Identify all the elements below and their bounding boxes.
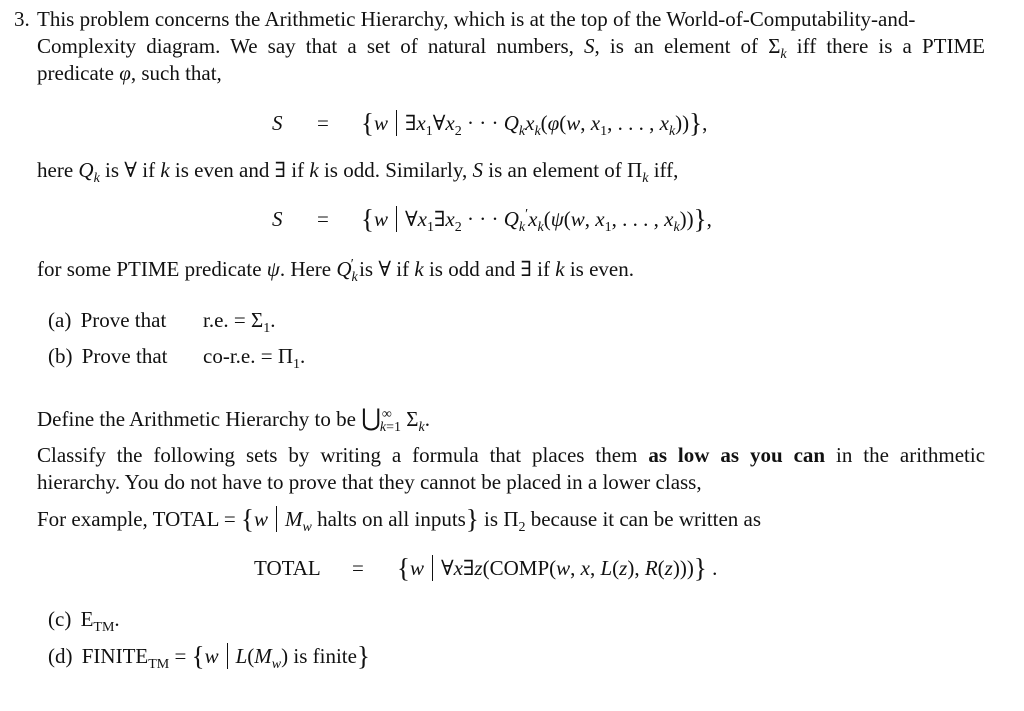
classify-line-1: Classify the following sets by writing a formula that places them as low as you can in the arithmetic: [37, 443, 986, 467]
intro-text-d: predicate: [37, 61, 114, 85]
part-b-statement: co-r.e. = $\Pi_1$.: [203, 344, 306, 373]
classify-line-2: hierarchy. You do not have to prove that they cannot be placed in a lower class,: [37, 470, 702, 494]
forsome-line: for some PTIME predicate ψ. Here $Q_k'$ is ∀ if k is odd and ∃ if k is even.: [37, 257, 634, 286]
intro-line-3: predicate φ, such that,: [37, 61, 222, 85]
intro-text-c: iff there is a PTIME: [796, 34, 985, 58]
part-a-label: (a): [48, 308, 72, 332]
intro-text-a: Complexity diagram. We say that a set of natural numbers,: [37, 34, 574, 58]
intro-text-e: , such that,: [130, 61, 222, 85]
problem-number: 3.: [14, 7, 30, 31]
part-c-label: (c): [48, 607, 72, 631]
here-line: here $Q_k$ is ∀ if k is even and ∃ if k is odd. Similarly, S is an element of $\Pi_k$ iff,: [37, 158, 679, 187]
define-line: Define the Arithmetic Hierarchy to be $⋃^\infty_{k=1}$ $\Sigma_k$.: [37, 406, 430, 436]
part-d-label: (d): [48, 644, 73, 668]
part-c: (c) $E_{TM}$.: [48, 607, 120, 636]
part-b-label: (b): [48, 344, 73, 368]
part-d: (d) $FINITE_{TM} = \{w$ $L(M_w)$ is finite}: [48, 641, 370, 673]
emphasis-text: as low as you can: [648, 443, 826, 467]
part-b: (b) Prove that: [48, 344, 168, 368]
part-a-statement: r.e. = $\Sigma_1$.: [203, 308, 276, 337]
intro-line-1: This problem concerns the Arithmetic Hierarchy, which is at the top of the World-of-Computability-and-: [37, 7, 916, 31]
intro-line-2: Complexity diagram. We say that a set of natural numbers, S, is an element of $\Sigma_k$ iff there is a PTIME: [37, 34, 985, 63]
intro-text-b: , is an element of: [594, 34, 759, 58]
part-a: (a) Prove that: [48, 308, 167, 332]
example-line: For example, TOTAL = {w $M_w$ halts on all inputs} is $\Pi_2$ because it can be written as: [37, 504, 762, 536]
